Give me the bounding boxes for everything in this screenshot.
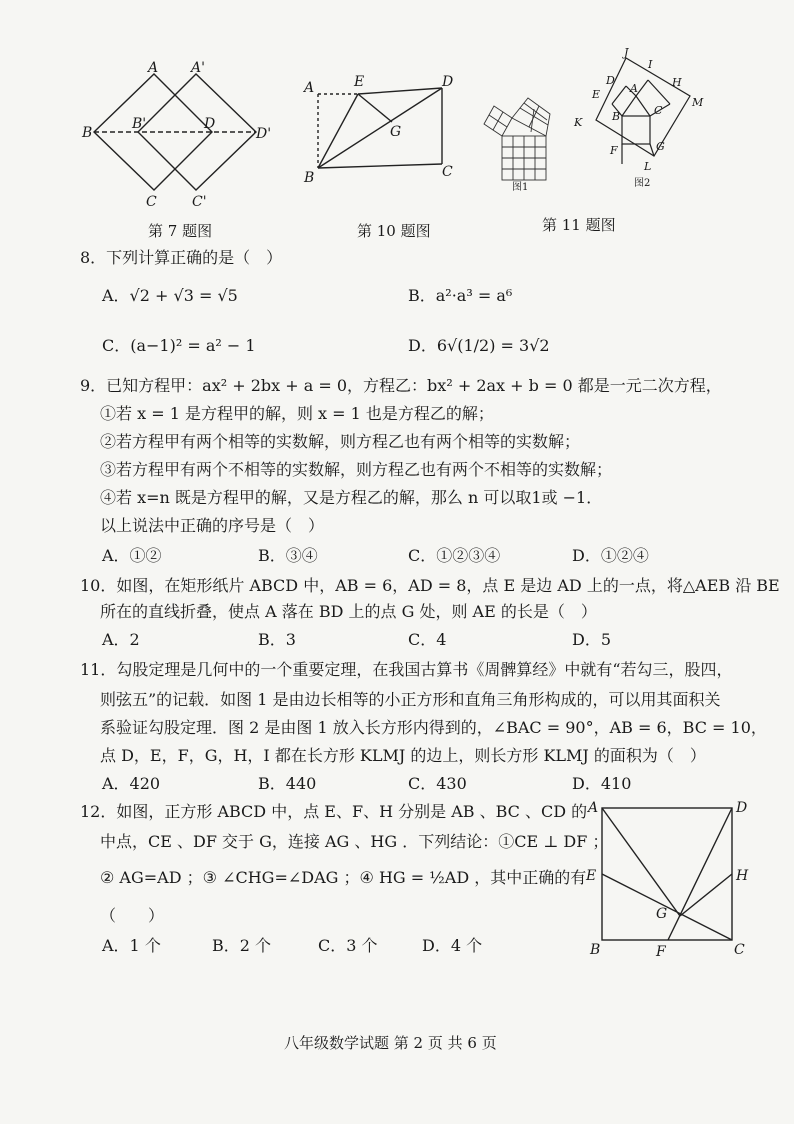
q10-option-a: A．2 [102,630,140,649]
q8-option-b: B．a²·a³ = a⁶ [408,286,513,305]
q9-option-d: D．①②④ [572,546,649,565]
q11-option-a: A．420 [102,774,161,793]
q9-statement-4: ④若 x=n 既是方程甲的解，又是方程乙的解，那么 n 可以取1或 −1． [100,488,603,507]
fig11-label-B: B [612,110,621,123]
q9-option-c: C．①②③④ [408,546,501,565]
fig7-label-A: A [148,60,159,76]
q9-option-a: A．①② [102,546,162,565]
q12-line-2: 中点，CE 、DF 交于 G，连接 AG 、HG ．下列结论：①CE ⊥ DF ； [100,832,609,851]
fig11-sub1: 图1 [512,182,529,193]
fig11-label-D: D [606,74,615,87]
q12-option-a: A．1 个 [102,936,161,955]
fig10-label-G: G [390,124,402,140]
q10-line-1: 10．如图，在矩形纸片 ABCD 中，AB = 6，AD = 8，点 E 是边 AD 上的一点，将△AEB 沿 BE [80,576,780,595]
fig7-label-C: C [146,194,157,210]
page-footer: 八年级数学试题 第 2 页 共 6 页 [284,1034,497,1052]
q11-line-1: 11．勾股定理是几何中的一个重要定理，在我国古算书《周髀算经》中就有“若勾三，股四， [80,660,733,679]
q12-option-c: C．3 个 [318,936,378,955]
fig12-label-C: C [734,942,745,958]
fig11-label-G: G [656,140,665,153]
q10-option-b: B．3 [258,630,296,649]
fig12-label-G: G [656,906,668,922]
q11-line-2: 则弦五”的记载．如图 1 是由边长相等的小正方形和直角三角形构成的，可以用其面积关 [100,690,721,709]
fig7-label-D: D [204,116,216,132]
fig11-label-A: A [630,82,638,95]
fig7-label-C1: C' [192,194,207,210]
fig10-label-E: E [354,74,365,90]
q8-option-a: A．√2 + √3 = √5 [102,286,238,305]
q10-line-2: 所在的直线折叠，使点 A 落在 BD 上的点 G 处，则 AE 的长是（ ） [100,602,597,621]
fig10-label-C: C [442,164,453,180]
fig12-label-H: H [736,868,749,884]
figure-12-diagram [584,798,754,964]
fig12-label-A: A [588,800,599,816]
q10-option-c: C．4 [408,630,447,649]
fig12-label-F: F [656,944,666,960]
q9-statement-1: ①若 x = 1 是方程甲的解，则 x = 1 也是方程乙的解； [100,404,494,423]
fig11-label-C: C [654,104,663,117]
fig7-label-D1: D' [256,126,272,142]
figure-10-diagram [296,68,466,186]
fig7-label-B: B [82,125,93,141]
q11-line-3: 系验证勾股定理．图 2 是由图 1 放入长方形内得到的，∠BAC = 90°，AB = 6，BC = 10， [100,718,767,737]
figure-10 [296,68,466,186]
fig11-label-M: M [692,96,704,109]
fig11-sub2: 图2 [634,178,651,189]
q12-line-3: ② AG=AD ；③ ∠CHG=∠DAG ；④ HG = ½AD ，其中正确的有 [100,868,587,887]
fig10-label-B: B [304,170,315,186]
q12-line-4: （ ） [100,906,165,925]
figure-7 [78,58,278,218]
q8-stem: 8．下列计算正确的是（ ） [80,248,283,267]
figure-10-caption: 第 10 题图 [357,222,431,240]
q11-option-b: B．440 [258,774,317,793]
fig7-label-B1: B' [132,116,147,132]
q11-line-4: 点 D，E，F，G，H，I 都在长方形 KLMJ 的边上，则长方形 KLMJ 的面积为（ ） [100,746,706,765]
q8-option-c: C．(a−1)² = a² − 1 [102,336,256,355]
fig11-label-J: J [624,46,629,59]
figure-11 [476,44,716,194]
q9-statement-3: ③若方程甲有两个不相等的实数解，则方程乙也有两个不相等的实数解； [100,460,613,479]
fig10-label-D: D [442,74,454,90]
figure-12 [584,798,754,964]
q11-option-d: D．410 [572,774,632,793]
fig7-label-A1: A' [191,60,205,76]
q9-stem: 9．已知方程甲：ax² + 2bx + a = 0，方程乙：bx² + 2ax + b = 0 都是一元二次方程， [80,376,722,395]
fig12-label-B: B [590,942,601,958]
figure-11-caption: 第 11 题图 [542,216,616,234]
fig11-label-L: L [644,160,652,173]
fig11-label-E: E [592,88,601,101]
q9-statement-2: ②若方程甲有两个相等的实数解，则方程乙也有两个相等的实数解； [100,432,581,451]
figure-11-diagram [476,44,716,194]
figure-7-caption: 第 7 题图 [148,222,213,240]
fig10-label-A: A [304,80,315,96]
q11-option-c: C．430 [408,774,467,793]
q10-option-d: D．5 [572,630,612,649]
fig11-label-K: K [574,116,583,129]
figure-7-diagram [78,58,278,218]
q12-option-d: D．4 个 [422,936,483,955]
q12-option-b: B．2 个 [212,936,272,955]
fig12-label-D: D [736,800,748,816]
q9-option-b: B．③④ [258,546,318,565]
q9-ask: 以上说法中正确的序号是（ ） [100,516,325,535]
fig11-label-F: F [610,144,618,157]
fig12-label-E: E [586,868,597,884]
q8-option-d: D．6√(1/2) = 3√2 [408,336,550,355]
fig11-label-H: H [672,76,682,89]
fig11-label-I: I [648,58,653,71]
q12-line-1: 12．如图，正方形 ABCD 中，点 E、F、H 分别是 AB 、BC 、CD 的 [80,802,588,821]
